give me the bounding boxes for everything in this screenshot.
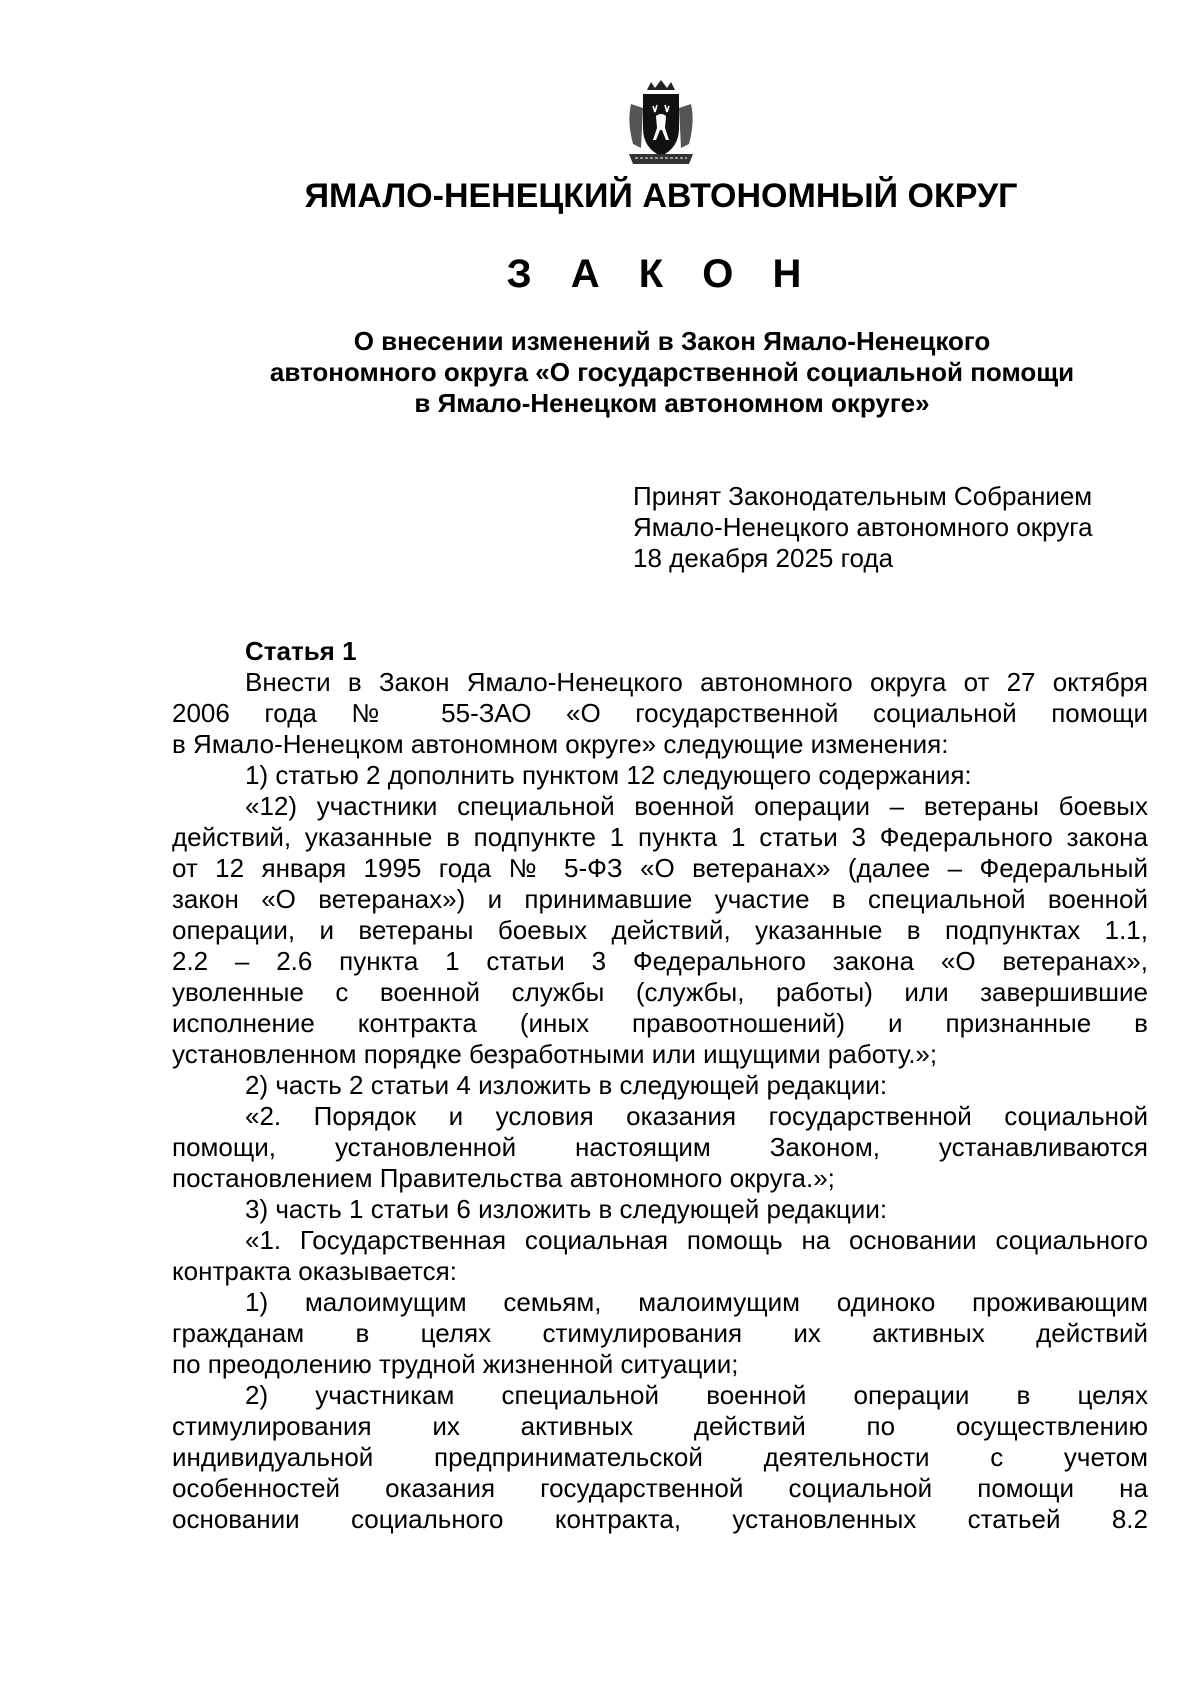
- body-line: особенностей оказания государственной социальной помощи на: [172, 1473, 1148, 1503]
- body-line: исполнение контракта (иных правоотношений) и признанные в: [172, 1008, 1148, 1038]
- body-line: действий, указанные в подпункте 1 пункта 1 статьи 3 Федерального закона: [172, 822, 1148, 852]
- body-line: 3) часть 1 статьи 6 изложить в следующей редакции:: [245, 1194, 888, 1224]
- body-line: гражданам в целях стимулирования их активных действий: [172, 1318, 1148, 1348]
- article-heading: Статья 1: [245, 636, 357, 666]
- body-line: операции, и ветераны боевых действий, указанные в подпунктах 1.1,: [172, 915, 1148, 945]
- body-line: 1) малоимущим семьям, малоимущим одиноко проживающим: [245, 1287, 1148, 1317]
- body-line: помощи, установленной настоящим Законом, устанавливаются: [172, 1132, 1148, 1162]
- body-line: 2006 года № 55-ЗАО «О государственной социальной помощи: [172, 698, 1148, 728]
- coat-of-arms-emblem: [621, 78, 701, 170]
- adoption-line: Принят Законодательным Собранием: [633, 481, 1093, 511]
- body-line: постановлением Правительства автономного округа.»;: [172, 1163, 835, 1193]
- body-line: контракта оказывается:: [172, 1256, 457, 1286]
- body-line: стимулирования их активных действий по осуществлению: [172, 1411, 1148, 1441]
- body-line: «12) участники специальной военной операции – ветераны боевых: [245, 791, 1148, 821]
- body-line: от 12 января 1995 года № 5-ФЗ «О ветеранах» (далее – Федеральный: [172, 853, 1148, 883]
- adoption-line: 18 декабря 2025 года: [633, 543, 894, 573]
- body-line: Внести в Закон Ямало-Ненецкого автономного округа от 27 октября: [245, 667, 1148, 697]
- region-name: ЯМАЛО-НЕНЕЦКИЙ АВТОНОМНЫЙ ОКРУГ: [304, 177, 1018, 215]
- body-line: установленном порядке безработными или ищущими работу.»;: [172, 1039, 938, 1069]
- body-line: индивидуальной предпринимательской деятельности с учетом: [172, 1442, 1148, 1472]
- document-type: З А К О Н: [506, 252, 816, 296]
- body-line: закон «О ветеранах») и принимавшие участие в специальной военной: [172, 884, 1148, 914]
- article-body: [172, 667, 1148, 1535]
- body-line: «1. Государственная социальная помощь на основании социального: [245, 1225, 1148, 1255]
- adoption-note: [633, 481, 1193, 574]
- body-line: в Ямало-Ненецком автономном округе» следующие изменения:: [172, 729, 949, 759]
- body-line: «2. Порядок и условия оказания государственной социальной: [245, 1101, 1148, 1131]
- law-title-line: в Ямало-Ненецком автономном округе»: [414, 388, 930, 418]
- body-line: основании социального контракта, установленных статьей 8.2: [172, 1504, 1148, 1534]
- law-title-line: автономного округа «О государственной социальной помощи: [269, 357, 1075, 387]
- body-line: по преодолению трудной жизненной ситуации;: [172, 1349, 739, 1379]
- body-line: 2.2 – 2.6 пункта 1 статьи 3 Федерального закона «О ветеранах»,: [172, 946, 1148, 976]
- body-line: 1) статью 2 дополнить пунктом 12 следующего содержания:: [245, 760, 972, 790]
- body-line: уволенные с военной службы (службы, работы) или завершившие: [172, 977, 1148, 1007]
- body-line: 2) участникам специальной военной операции в целях: [245, 1380, 1148, 1410]
- adoption-line: Ямало-Ненецкого автономного округа: [633, 512, 1093, 542]
- law-title: [172, 326, 1172, 419]
- law-title-line: О внесении изменений в Закон Ямало-Ненецкого: [353, 326, 991, 356]
- body-line: 2) часть 2 статьи 4 изложить в следующей редакции:: [245, 1070, 888, 1100]
